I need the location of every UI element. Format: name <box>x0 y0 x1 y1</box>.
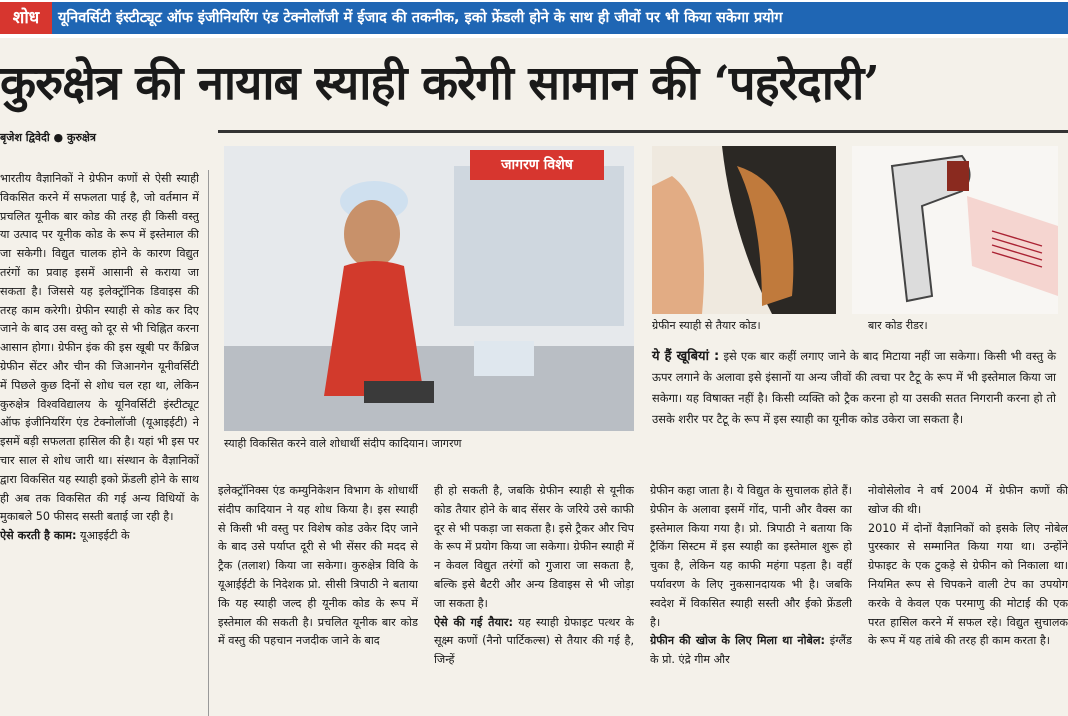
graphene-code-photo <box>652 146 836 314</box>
subhead-how-made: ऐसे की गई तैयार: <box>434 615 513 629</box>
article-column-5 <box>868 482 1068 716</box>
graphene-code-caption: ग्रेफीन स्याही से तैयार कोड। <box>652 319 761 332</box>
column-5-text: नोवोसेलोव ने वर्ष 2004 में ग्रेफीन कणों की खोज की थी। <box>868 484 1068 516</box>
strap-headline: यूनिवर्सिटी इंस्टीट्यूट ऑफ इंजीनियरिंग एंड टेक्नोलॉजी में ईजाद की तकनीक, इको फ्रेंडली होने के साथ ही जीवों पर भी किया सकेगा प्रयोग <box>52 2 1068 34</box>
column-5-text-b: 2010 में दोनों वैज्ञानिकों को इसके लिए नोबेल पुरस्कार से सम्मानित किया गया था। उन्होंने ग्रेफाइट के एक टुकड़े से ग्रेफीन को निकाला था। नियमित रूप से चिपकने वाली टेप का उपयोग करके वे केवल एक परमाणु की मोटाई की एक परत हासिल करने में सफल रहे। विद्युत सुचालक के रूप में यह तांबे की तरह ही काम करता है। <box>868 521 1068 648</box>
features-heading: ये हैं खूबियां : <box>652 349 720 364</box>
researcher-photo <box>224 146 634 431</box>
section-tag: शोध <box>0 2 52 34</box>
column-3-text: ही हो सकती है, जबकि ग्रेफीन स्याही से यूनीक कोड तैयार होने के बाद सेंसर के जरिये उसे काफी दूर से भी पकड़ा जा सकता है। इसे ट्रैकर और चिप के रूप में प्रयोग किया जा सकेगा। ग्रेफीन स्याही में न केवल विद्युत तरंगों को गुजारा जा सकता है, बल्कि इसे बैटरी और अन्य डिवाइस से भी जोड़ा जा सकता है। <box>434 484 634 610</box>
graphene-code-illustration <box>652 146 836 314</box>
column-1-tail: यूआइईटी के <box>80 529 130 543</box>
column-divider <box>208 170 209 716</box>
column-2-text: इलेक्ट्रॉनिक्स एंड कम्युनिकेशन विभाग के शोधार्थी संदीप कादियान ने यह शोध किया है। इस स्याही से किसी भी वस्तु पर विशेष कोड उकेर दिए जाने के बाद उसे पर्याप्त दूरी से भी सेंसर की मदद से ट्रैक (तलाश) किया जा सकेगा। कुरुक्षेत्र विवि के यूआईईटी के निदेशक प्रो. सीसी त्रिपाठी ने बताया कि यह स्याही जल्द ही यूनीक कोड के रूप में इस्तेमाल की सकती है। प्रचलित यूनीक बार कोड में वस्तु की पहचान नजदीक जाने के बाद <box>218 484 418 648</box>
main-photo-caption: स्याही विकसित करने वाले शोधार्थी संदीप कादियान। जागरण <box>224 437 462 450</box>
main-headline: कुरुक्षेत्र की नायाब स्याही करेगी सामान की ‘पहरेदारी’ <box>0 56 879 111</box>
column-1-text: भारतीय वैज्ञानिकों ने ग्रेफीन कणों से ऐसी स्याही विकसित करने में सफलता पाई है, जो वर्तमान में प्रचलित यूनीक बार कोड की तरह ही किसी वस्तु या उत्पाद पर यूनीक कोड के रूप में इस्तेमाल की जा सकेगी। विद्युत चालक होने के कारण विद्युत तरंगों का प्रवाह इसमें आसानी से कराया जा सकता है। जिससे यह इलेक्ट्रॉनिक डिवाइस की तरह काम करेगी। ग्रेफीन स्याही से कोड कर दिए जाने के बाद उस वस्तु को दूर से भी चिह्नित करना आसान होगा। ग्रेफीन इंक की इस खूबी पर कैंब्रिज ग्रेफीन सेंटर और चीन की जिआनगेन यूनीवर्सिटी में पिछले कुछ दिनों से शोध चल रहा था, लेकिन कुरुक्षेत्र विश्वविद्यालय के यूनिवर्सिटी इंस्टीट्यूट ऑफ इंजीनियरिंग एंड टेक्नोलॉजी (यूआइईटी) ने इसमें बड़ी सफलता हासिल की है। यहां भी इस पर चार साल से शोध जारी था। संस्थान के वैज्ञानिकों द्वारा विकसित यह स्याही इको फ्रेंडली होने के साथ ही अब तक विकसित की गई अन्य विधियों के मुकाबले 50 फीसद सस्ती बताई जा रही है। <box>0 172 199 524</box>
article-column-4 <box>650 482 852 716</box>
barcode-scanner-icon <box>852 146 1058 314</box>
researcher-photo-illustration <box>224 146 634 431</box>
article-column-3 <box>434 482 634 716</box>
column-3-tail: यह स्याही ग्रेफाइट पत्थर के सूक्ष्म कणों (नैनो पार्टिकल्स) से तैयार की गई है, जिन्हें <box>434 615 634 667</box>
article-column-2 <box>218 482 418 716</box>
features-box <box>652 346 1056 430</box>
column-4-text: ग्रेफीन कहा जाता है। ये विद्युत के सुचालक होते हैं। ग्रेफीन के अलावा इसमें गोंद, पानी और वैक्स का इस्तेमाल किया गया है। प्रो. त्रिपाठी ने बताया कि ट्रैकिंग सिस्टम में इस स्याही का इस्तेमाल शुरू हो चुका है, लेकिन यह काफी महंगा पड़ता है। वहीं पर्यावरण के लिए नुकसानदायक भी है। जबकि स्वदेश में विकसित स्याही सस्ती और ईको फ्रेंडली है। <box>650 484 852 629</box>
barcode-reader-photo <box>852 146 1058 314</box>
column-4-tail: इंग्लैंड के प्रो. एंद्रे गीम और <box>650 634 852 667</box>
jagran-special-badge: जागरण विशेष <box>470 150 604 180</box>
barcode-reader-caption: बार कोड रीडर। <box>868 319 928 332</box>
subhead-how-it-works: ऐसे करती है काम: <box>0 529 77 543</box>
article-column-1 <box>0 170 199 716</box>
subhead-nobel: ग्रेफीन की खोज के लिए मिला था नोबेल: <box>650 634 825 648</box>
byline: बृजेश द्विवेदी ● कुरुक्षेत्र <box>0 131 96 144</box>
features-text: इसे एक बार कहीं लगाए जाने के बाद मिटाया नहीं जा सकेगा। किसी भी वस्तु के ऊपर लगाने के अलावा इसे इंसानों या अन्य जीवों की त्वचा पर टैटू के रूप में भी इस्तेमाल किया जा सकेगा। यह विषाक्त नहीं है। किसी व्यक्ति को ट्रैक करना हो या उसकी सतत निगरानी करना हो तो उसके शरीर पर टैटू के रूप में इस स्याही का यूनीक कोड उकेरा जा सकता है। <box>652 349 1056 426</box>
